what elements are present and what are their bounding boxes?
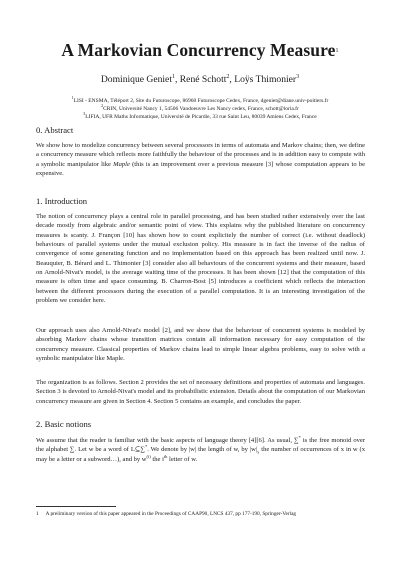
title-footnote-mark: 1 [335,48,339,54]
affiliation [0,111,400,120]
subscript: x [257,449,260,455]
paper-title [0,40,400,61]
author-mark: 2 [226,74,230,80]
section-heading-basic-notions: 2. Basic notions [36,419,92,429]
affiliation-text: CRIN, Université Nancy 1, 54506 Vandoeuvre Les Nancy cedex, France, schott@loria.fr [103,105,299,112]
affiliation-mark: 1 [71,95,74,100]
author-list: Dominique Geniet$^1$, René Schott$^2$, Loÿs Thimonier$^3$ [100,74,300,86]
author-name: René Schott [179,74,227,86]
basic-notions-paragraph [36,436,365,464]
basic-notions-text: the number of occurrences of x in w (x may be a letter or a subword…), and by w [36,446,365,463]
abstract-paragraph [36,141,365,178]
section-heading-introduction: 1. Introduction [36,196,88,206]
section-heading-abstract: 0. Abstract [36,125,74,135]
footnote [36,511,365,518]
footnote-mark: 1 [36,511,39,517]
footnote-text: A preliminary version of this paper appeared in the Proceedings of CAAP90, LNCS 437, pp 177-190, Springer-Verlag [45,511,297,517]
author-name: Dominique Geniet [100,74,172,86]
abstract-text: (this is an improvement over a previous measure [3] whose computation appears to be expensive. [36,160,365,178]
abstract-text: We show how to modelize concurrency between several processors in terms of automata and Markov chains; then, we define a concurrency measure which reflects more faithfully the behaviour of the processes and is in addition easy to compute with a symbolic manipulator like [36,142,365,168]
author-mark: 3 [296,74,300,80]
affiliation-mark: 2 [101,103,104,108]
basic-notions-text: letter of w. [167,455,198,463]
basic-notions-text: is the free monoid over the alphabet ∑. Let w be a word of L⊆∑ [36,437,365,454]
basic-notions-text: the i [150,455,164,463]
title-text: A Markovian Concurrency Measure [61,40,336,60]
abstract-emphasis: Maple [113,160,130,168]
intro-paragraph: The organization is as follows. Section 2 provides the set of necessary definitions and properties of automata and languages. Section 3 is devoted to Arnold-Nivat's model and its probabilistic extension. Details about the computation of our Markovian concurrency measure are given in Section 4. Section 5 contains an example, and concludes the paper. [36,379,365,405]
intro-paragraph: The notion of concurrency plays a central role in parallel processing, and has been studied rather extensively over the last decade mostly from algebraic and/or semantic point of view. This explains why the published literature on concurrency measures is scanty. J. Françon [10] has shown how to count explicitely the number of correct (i.e. without deadlock) behaviours of parallel systems under the mutual exclusion policy. His measure is in fact the inverse of the radius of convergence of some generating function and no implementation based on this approach has been realized until now. J. Beauquier, B. Bérard and L. Thimonier [3] consider also all behaviours of the concurrent systems and their measure, based on Arnold-Nivat's model, is the average waiting time of the processes. It has been shown [12] that the computation of this measure is often time and space consuming. B. Charron-Bost [5] introduces a coefficient which reflects the interaction between the different processors during the execution of a parallel computation. It is an interesting investigation of the problem we consider here. [36,213,365,305]
basic-notions-text: . We denote by |w| the length of w, by |w| [147,446,258,454]
author-name: Loÿs Thimonier [234,74,297,86]
superscript: (i) [146,453,151,459]
affiliation-text: LISI - ENSMA, Téléport 2, Site du Futuroscope, 86960 Futuroscope Cedex, France, dgeniet@diane.univ-poitiers.fr [73,97,329,104]
superscript: * [145,444,148,450]
basic-notions-text: We assume that the reader is familiar with the basic aspects of language theory [4][6]. As usual, ∑ [36,437,299,444]
affiliation-text: LIFIA, UFR Maths Informatique, Université de Picardie, 33 rue Saint Leu, 80039 Amiens Cedex, France [85,113,317,120]
affiliation-mark: 3 [83,111,86,116]
superscript: th [163,453,168,459]
intro-paragraph: Our approach uses also Arnold-Nivat's model [2], and we show that the behaviour of concurrent systems is modeled by absorbing Markov chains whose transition matrices contain all information necessary for easy computation of the concurrency measure. Classical properties of Markov chains lead to simple linear algebra problems, easy to solve with a symbolic manipulator like Maple. [36,327,365,363]
author-mark: 1 [171,74,175,80]
superscript: * [298,434,301,440]
footnote-divider [36,506,116,507]
